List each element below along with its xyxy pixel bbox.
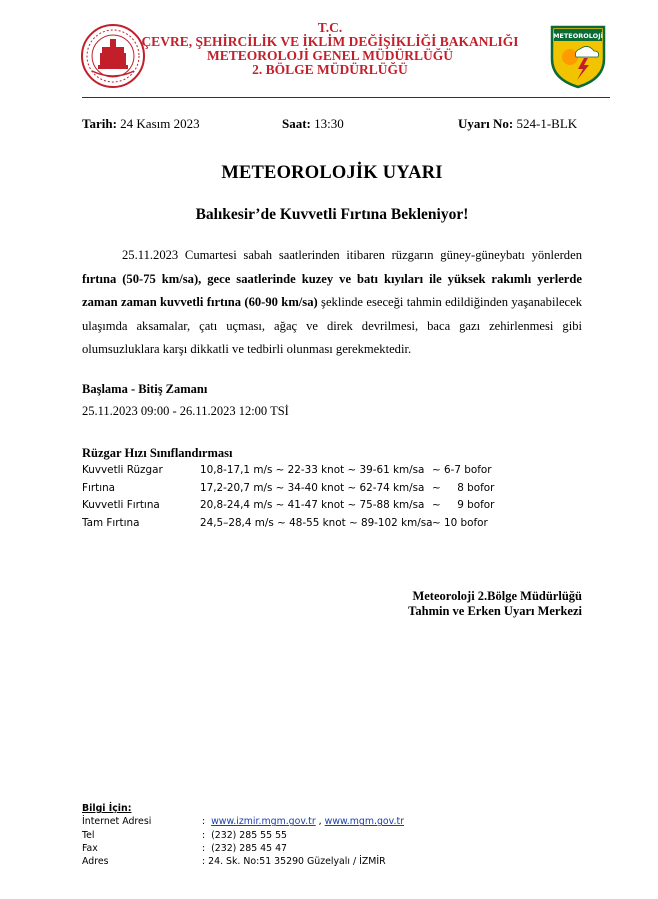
header-directorate: METEOROLOJİ GENEL MÜDÜRLÜĞÜ — [206, 48, 454, 63]
meteoroloji-logo-text: METEOROLOJİ — [552, 32, 604, 40]
wind-class-speeds: 17,2-20,7 m/s ~ 34-40 knot ~ 62-74 km/sa — [200, 481, 425, 494]
wind-class-bofor: ~ 10 bofor — [432, 516, 488, 529]
signature-office: Meteoroloji 2.Bölge Müdürlüğü — [412, 589, 582, 603]
paragraph-emphasis: fırtına (50-75 km/sa), gece saatlerinde kuzey ve batı kıyıları ile yüksek rakımlı yerlerde zaman zaman kuvvetli fırtına (60-90 km/sa) — [82, 271, 582, 310]
contact-row-address — [82, 855, 386, 868]
period-heading: Başlama - Bitiş Zamanı — [82, 382, 208, 396]
paragraph-intro: 25.11.2023 Cumartesi sabah saatlerinden itibaren rüzgarın güney-güneybatı yönlerden — [122, 248, 582, 262]
header-regional-office: 2. BÖLGE MÜDÜRLÜĞÜ — [252, 62, 408, 77]
colon: : — [202, 816, 212, 828]
internet-value — [202, 815, 404, 828]
date-field — [82, 116, 200, 132]
contact-row-tel — [82, 829, 288, 842]
wind-class-bofor: ~ 6-7 bofor — [432, 464, 492, 476]
time-field — [282, 116, 344, 132]
date-label: Tarih: — [82, 116, 117, 131]
wind-class-name: Kuvvetli Fırtına — [82, 499, 160, 511]
wind-class-name: Fırtına — [82, 481, 116, 494]
period-value: 25.11.2023 09:00 - 26.11.2023 12:00 TSİ — [82, 404, 289, 418]
tel-value: : (232) 285 55 55 — [202, 829, 288, 841]
wind-class-name: Kuvvetli Rüzgar — [82, 464, 163, 476]
document-title: METEOROLOJİK UYARI — [221, 163, 443, 183]
wind-class-speeds: 24,5–28,4 m/s ~ 48-55 knot ~ 89-102 km/sa — [200, 516, 433, 529]
warning-number-value: 524-1-BLK — [516, 116, 578, 131]
date-value: 24 Kasım 2023 — [120, 116, 200, 131]
tel-label: Tel — [82, 829, 95, 841]
signature-center: Tahmin ve Erken Uyarı Merkezi — [408, 604, 582, 618]
meteoroloji-shield-logo — [550, 25, 606, 89]
fax-label: Fax — [82, 842, 98, 854]
mgm-website-link[interactable]: www.mgm.gov.tr — [324, 816, 404, 828]
contact-row-fax — [82, 842, 288, 855]
wind-table-heading: Rüzgar Hızı Sınıflandırması — [82, 446, 233, 460]
time-value: 13:30 — [314, 116, 344, 131]
warning-number-field — [458, 116, 577, 132]
header-tc: T.C. — [317, 20, 343, 35]
time-label: Saat: — [282, 116, 311, 131]
address-value: : 24. Sk. No:51 35290 Güzelyalı / İZMİR — [202, 856, 386, 868]
contact-row-internet — [82, 815, 404, 828]
link-separator: , — [315, 816, 325, 828]
wind-class-name: Tam Fırtına — [82, 516, 140, 529]
header-divider — [82, 97, 610, 98]
contact-heading: Bilgi İçin: — [82, 803, 132, 814]
header-ministry: ÇEVRE, ŞEHİRCİLİK VE İKLİM DEĞİŞİKLİĞİ BAKANLIĞI — [141, 34, 519, 49]
document-subtitle: Balıkesir’de Kuvvetli Fırtına Bekleniyor! — [195, 206, 469, 223]
fax-value: : (232) 285 45 47 — [202, 842, 288, 854]
internet-label: İnternet Adresi — [82, 816, 152, 828]
wind-class-speeds: 10,8-17,1 m/s ~ 22-33 knot ~ 39-61 km/sa — [200, 464, 425, 476]
wind-class-speeds: 20,8-24,4 m/s ~ 41-47 knot ~ 75-88 km/sa — [200, 499, 425, 511]
contact-info — [82, 802, 404, 868]
paragraph-rest: şeklinde eseceği tahmin edildiğinden yaşanabilecek ulaşımda aksamalar, çatı uçması, ağaç ve direk devrilmesi, baca gazı zehirlenmesi gibi olumsuzluklara karşı dikkatli ve tedbirli olunması gerekmektedir. — [82, 295, 583, 357]
wind-class-bofor: ~ 9 bofor — [432, 499, 495, 511]
warning-number-label: Uyarı No: — [458, 116, 514, 131]
address-label: Adres — [82, 856, 109, 868]
wind-class-bofor: ~ 8 bofor — [432, 481, 495, 494]
izmir-website-link[interactable]: www.izmir.mgm.gov.tr — [211, 816, 316, 828]
warning-paragraph — [82, 244, 582, 362]
